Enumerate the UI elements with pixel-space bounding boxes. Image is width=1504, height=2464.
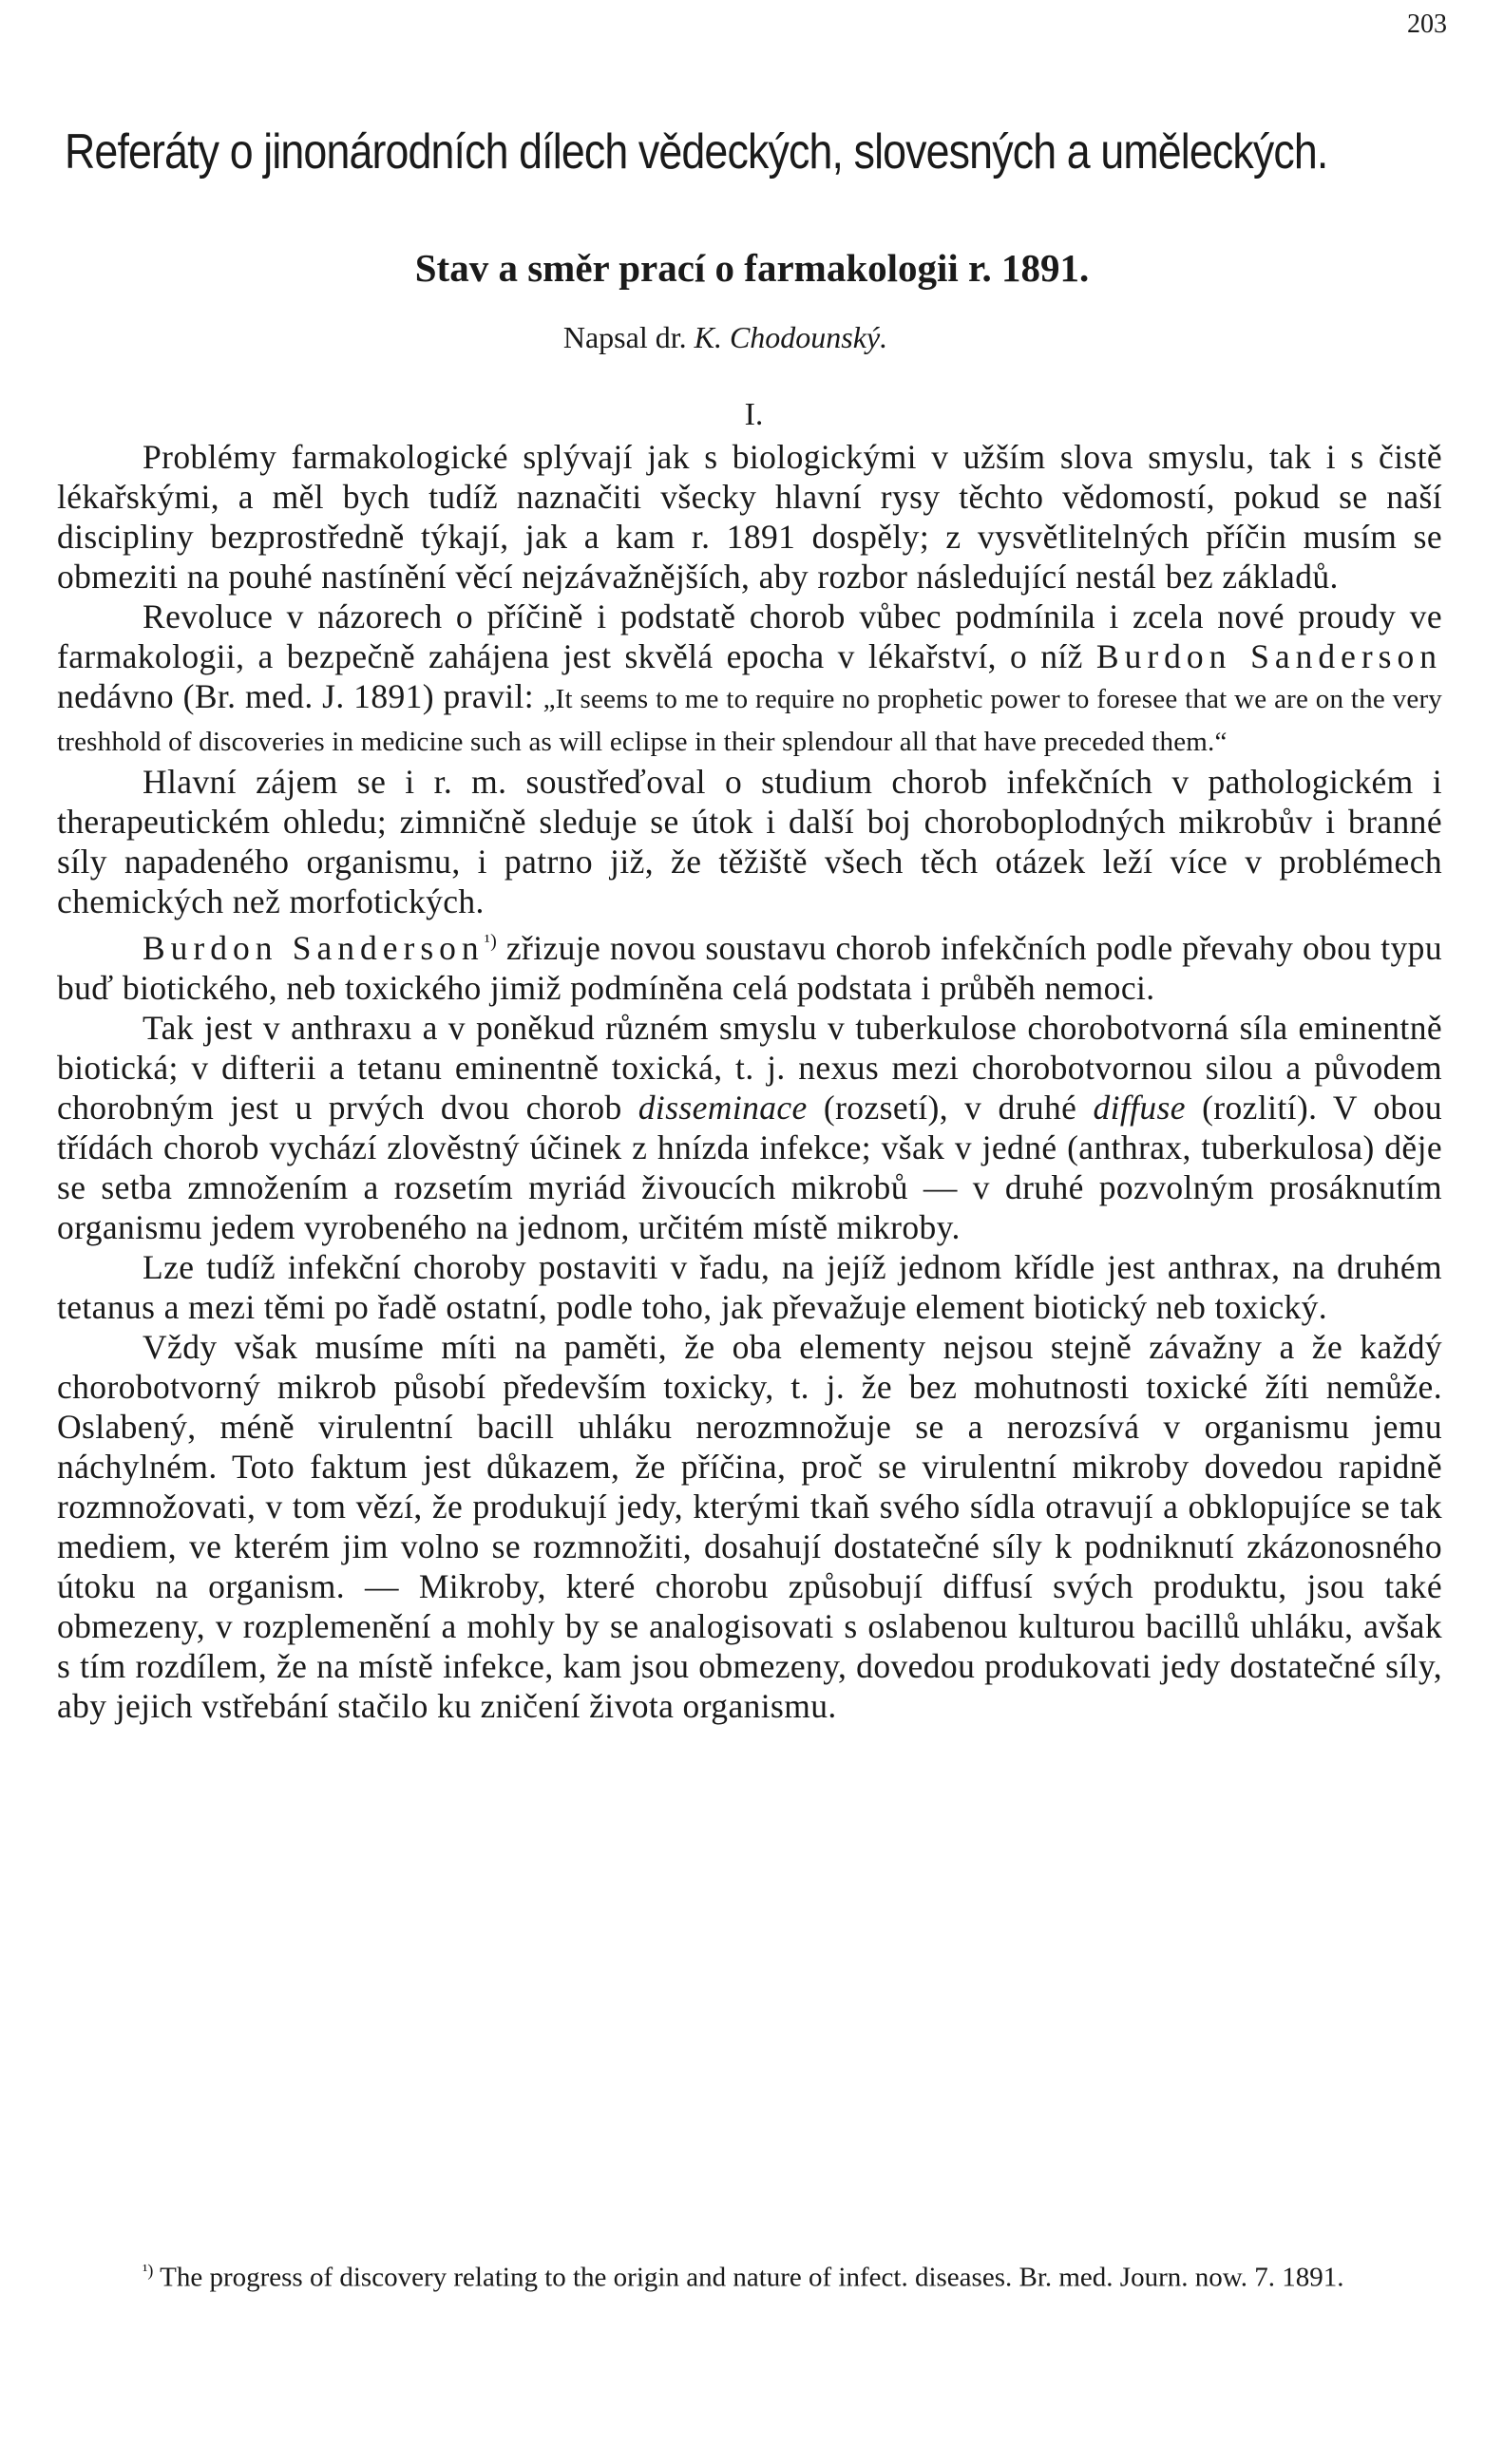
author-line: [0, 320, 1477, 355]
paragraph: Problémy farmakologické splývají jak s biologickými v užším slova smyslu, tak i s čistě lékařskými, a měl bych tudíž naznačiti všecky hlavní rysy těchto vědomostí, pokud se naší discipliny bezprostředně týkají, jak a kam r. 1891 dospěly; z vysvětlitelných příčin musím se obmeziti na pouhé nastínění věcí nejzávažnějších, aby rozbor následující nestál bez základů.: [57, 438, 1442, 596]
section-heading: Referáty o jinonárodních dílech vědeckých, slovesných a uměleckých.: [65, 124, 1328, 180]
paragraph-text: Revoluce v názorech o příčině i podstatě chorob vůbec podmínila i zcela nové proudy ve farmakologii, a bezpečně zahájena jest skvělá epocha v lékařství, o níž: [57, 597, 1442, 675]
paragraph: Hlavní zájem se i r. m. soustřeďoval o studium chorob infekčních v pathologickém i therapeutickém ohledu; zimničně sleduje se útok i další boj choroboplodných mikrobův i branné síly napadeného organismu, i patrno již, že těžiště všech těch otázek leží více v problémech chemických než morfotických.: [57, 763, 1442, 920]
author-name: K. Chodounský.: [694, 320, 888, 354]
byline: Napsal dr.: [562, 320, 687, 354]
footnote: [57, 2253, 1442, 2296]
footnote-mark: ¹): [143, 2261, 154, 2280]
paragraph-text: (rozsetí), v druhé: [823, 1088, 1077, 1127]
italic-term: disseminace: [638, 1088, 808, 1127]
paragraph-text: Tak jest v anthraxu a v poněkud různém smyslu v tuberkulose chorobotvorná síla eminentně biotická; v difterii a tetanu eminentně toxická, t. j. nexus mezi chorobotvornou silou a původem chorobným jest u prvých dvou chorob: [57, 1008, 1442, 1127]
spaced-name: Burdon Sanderson: [1095, 637, 1442, 675]
footnote-text: [57, 2253, 1442, 2296]
paragraph-text: nedávno (Br. med. J. 1891) pravil:: [57, 677, 535, 715]
article-title: Stav a směr prací o farmakologii r. 1891.: [414, 246, 1090, 290]
part-number: I.: [744, 397, 764, 432]
page-number: 203: [1407, 9, 1447, 39]
paragraph: [57, 1008, 1442, 1247]
paragraph: Vždy však musíme míti na paměti, že oba elementy nejsou stejně závažny a že každý chorobotvorný mikrob působí především toxicky, t. j. že bez mohutnosti toxické žíti nemůže. Oslabený, méně virulentní bacill uhláku nerozmnožuje se a nerozsívá v organismu jemu náchylném. Toto faktum jest důkazem, že příčina, proč se virulentní mikroby dovedou rapidně rozmnožovati, v tom vězí, že produkují jedy, kterými tkaň svého sídla otravují a obklopujíce se tak mediem, ve kterém jim volno se rozmnožiti, dosahují dostatečné síly k podniknutí zkázonosného útoku na organism. — Mikroby, které chorobu způsobují diffusí svých produktu, jsou také obmezeny, v rozplemenění a mohly by se analogisovati s oslabenou kulturou bacillů uhláku, avšak s tím rozdílem, že na místě infekce, kam jsou obmezeny, dovedou produkovati jedy dostatečné síly, aby jejich vstřebání stačilo ku zničení života organismu.: [57, 1327, 1442, 1725]
paragraph: [57, 597, 1442, 762]
article-body: [57, 437, 1442, 1726]
footnote-body: The progress of discovery relating to the origin and nature of infect. diseases. Br. med. Journ. now. 7. 1891.: [160, 2262, 1344, 2293]
footnote-ref: ¹): [484, 931, 498, 952]
italic-term: diffuse: [1093, 1088, 1186, 1127]
paragraph: [57, 921, 1442, 1008]
paragraph: Lze tudíž infekční choroby postaviti v řadu, na jejíž jednom křídle jest anthrax, na druhém tetanus a mezi těmi po řadě ostatní, podle toho, jak převažuje element biotický neb toxický.: [57, 1247, 1442, 1326]
english-quote: „It seems to me to require no prophetic power to foresee that we are on the very treshhold of discoveries in medicine such as will eclipse in their splendour all that have preceded them.“: [57, 684, 1443, 757]
paragraph-text: zřizuje novou soustavu chorob infekčních podle převahy obou typu buď biotického, neb toxického jimiž podmíněna celá podstata i průběh nemoci.: [57, 928, 1442, 1007]
spaced-name: Burdon Sanderson: [143, 928, 485, 967]
paragraph-text: (rozlití). V obou třídách chorob vychází zlověstný účinek z hnízda infekce; však v jedné (anthrax, tuberkulosa) děje se setba zmnožením a rozsetím myriád živoucích mikrobů — v druhé pozvolným prosáknutím organismu jedem vyrobeného na jednom, určitém místě mikroby.: [57, 1088, 1443, 1246]
